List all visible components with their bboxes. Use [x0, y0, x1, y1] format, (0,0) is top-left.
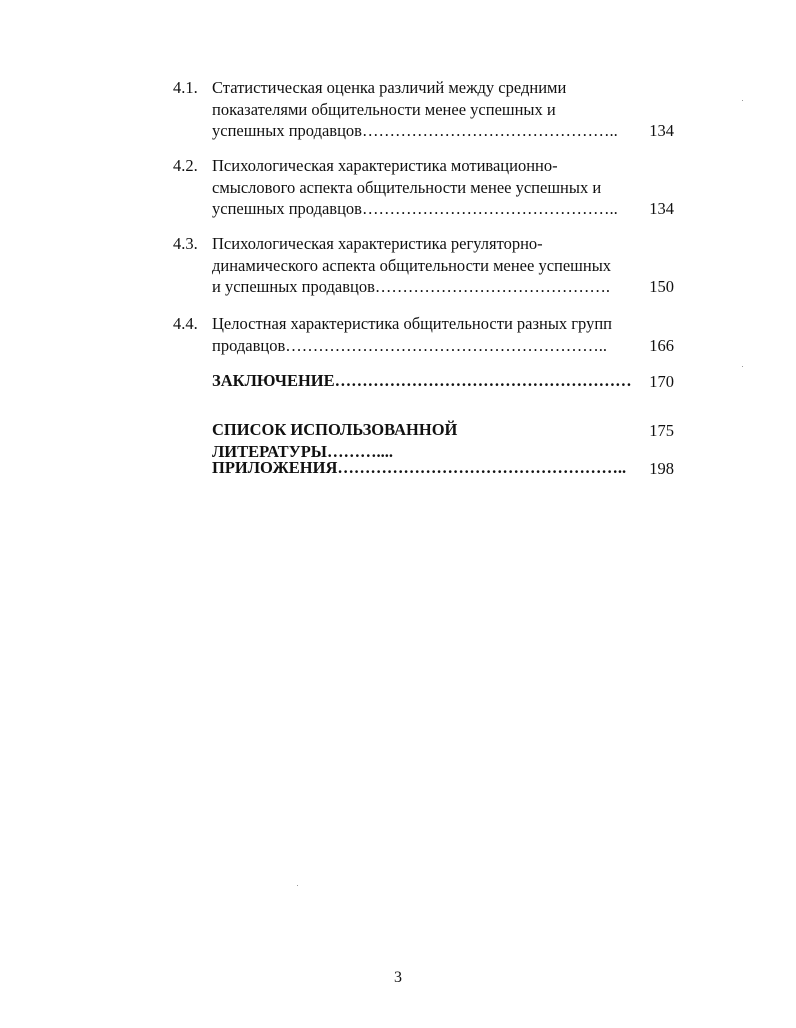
entry-line: ЗАКЛЮЧЕНИЕ………………………………………………	[212, 371, 632, 390]
entry-page: 134	[649, 120, 674, 140]
entry-page: 134	[649, 198, 674, 218]
entry-line: Психологическая характеристика регуляторно-	[212, 234, 543, 253]
entry-title	[212, 370, 632, 392]
scan-speck	[297, 885, 298, 886]
entry-page: 198	[649, 458, 674, 478]
toc-entry-references	[173, 419, 678, 461]
entry-line: успешных продавцов………………………………………..	[212, 199, 618, 218]
entry-line: смыслового аспекта общительности менее успешных и	[212, 177, 602, 197]
entry-line: Целостная характеристика общительности разных групп	[212, 314, 613, 333]
entry-page: 170	[649, 371, 674, 391]
entry-line: ПРИЛОЖЕНИЯ……………………………………………..	[212, 458, 627, 477]
toc-entry-4-3	[173, 233, 678, 297]
entry-page: 175	[649, 420, 674, 440]
scan-speck	[742, 366, 743, 367]
entry-title	[212, 457, 627, 479]
entry-line: показателями общительности менее успешных и	[212, 99, 556, 119]
toc-entry-conclusion	[173, 370, 678, 392]
entry-title	[212, 419, 627, 462]
entry-line: продавцов…………………………………………………..	[212, 335, 607, 355]
entry-line: Статистическая оценка различий между средними	[212, 78, 567, 97]
toc-entry-4-4	[173, 313, 678, 356]
toc-entry-4-1	[173, 77, 678, 141]
entry-title	[212, 77, 627, 142]
entry-title	[212, 313, 627, 356]
toc-entry-appendices	[173, 457, 678, 479]
page-number: 3	[394, 969, 402, 986]
entry-line: динамического аспекта общительности менее успешных	[212, 255, 612, 275]
entry-page: 166	[649, 335, 674, 355]
entry-number: 4.3.	[173, 234, 198, 253]
entry-line: и успешных продавцов…………………………………….	[212, 277, 611, 296]
entry-page: 150	[649, 276, 674, 296]
entry-title	[212, 233, 627, 298]
scan-speck	[742, 100, 743, 101]
toc-entry-4-2	[173, 155, 678, 219]
entry-line: СПИСОК ИСПОЛЬЗОВАННОЙ ЛИТЕРАТУРЫ………....	[212, 420, 458, 461]
entry-number: 4.2.	[173, 156, 198, 175]
entry-line: успешных продавцов………………………………………..	[212, 121, 618, 140]
entry-number: 4.4.	[173, 314, 198, 333]
entry-title	[212, 155, 627, 220]
entry-line: Психологическая характеристика мотивационно-	[212, 156, 558, 175]
entry-number: 4.1.	[173, 78, 198, 97]
